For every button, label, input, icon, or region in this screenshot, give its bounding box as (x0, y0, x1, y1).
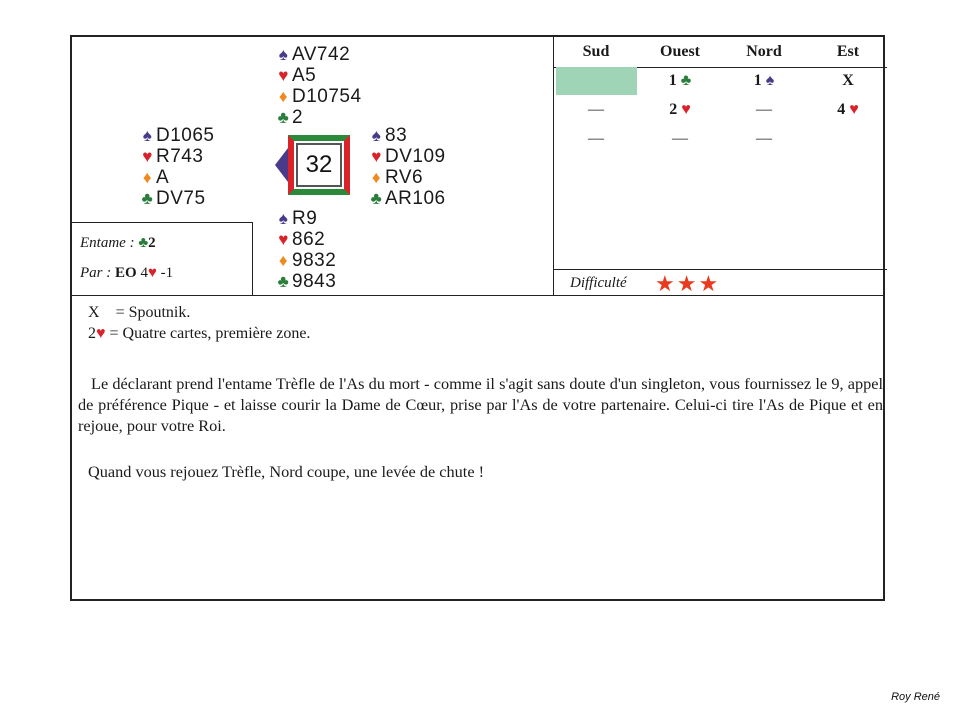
east-clubs: AR106 (385, 188, 446, 209)
bid-cell: 2 ♥ (669, 101, 691, 118)
east-spades: 83 (385, 125, 408, 146)
bidding-row (554, 127, 887, 153)
bidding-row (554, 69, 887, 95)
south-spades: R9 (292, 208, 318, 229)
spade-icon: ♠ (142, 126, 153, 145)
north-spades: AV742 (292, 44, 351, 65)
heart-icon: ♥ (96, 325, 106, 342)
deal-card (70, 35, 885, 601)
heart-icon: ♥ (371, 147, 382, 166)
spade-icon: ♠ (278, 209, 289, 228)
difficulty-stars: ★★★ (655, 271, 721, 296)
lead-par-box (72, 222, 253, 296)
diamond-icon: ♦ (278, 251, 289, 270)
west-diamonds: A (156, 167, 170, 188)
difficulty-row (554, 269, 887, 298)
author-footer: Roy René (891, 691, 940, 703)
conclusion-paragraph: Quand vous rejouez Trèfle, Nord coupe, une levée de chute ! (88, 462, 485, 481)
section-divider (72, 295, 883, 296)
par-side: EO (115, 265, 137, 281)
south-hearts: 862 (292, 229, 326, 250)
dealer-pointer-icon (275, 148, 288, 182)
diamond-icon: ♦ (142, 168, 153, 187)
heart-icon: ♥ (681, 101, 691, 118)
bid-cell: 1 ♣ (668, 72, 692, 89)
par-level: 4 (140, 265, 148, 281)
lead-line (80, 235, 156, 252)
lead-card: 2 (148, 235, 156, 251)
club-icon: ♣ (138, 235, 149, 251)
header-west: Ouest (660, 43, 700, 60)
spade-icon: ♠ (278, 45, 289, 64)
spade-icon: ♠ (765, 72, 775, 89)
bid-cell: 1 ♠ (753, 72, 775, 89)
heart-icon: ♥ (147, 265, 157, 281)
note-text: = Spoutnik. (115, 304, 191, 321)
header-north: Nord (746, 43, 782, 60)
heart-icon: ♥ (849, 101, 859, 118)
bidding-table (553, 37, 887, 296)
heart-icon: ♥ (278, 230, 289, 249)
east-diamonds: RV6 (385, 167, 424, 188)
note-key: 2 (88, 325, 96, 342)
header-east: Est (836, 43, 860, 60)
note-item (88, 302, 310, 323)
bidding-row (554, 98, 887, 124)
diamond-icon: ♦ (371, 168, 382, 187)
club-icon: ♣ (277, 108, 290, 127)
par-label: Par : (80, 265, 112, 281)
bid-notes (88, 302, 310, 344)
bid-cell: — (756, 130, 772, 147)
difficulty-label: Difficulté (570, 275, 627, 291)
club-icon: ♣ (680, 72, 692, 89)
south-diamonds: 9832 (292, 250, 337, 271)
heart-icon: ♥ (278, 66, 289, 85)
club-icon: ♣ (277, 272, 290, 291)
bid-cell: — (672, 130, 688, 147)
heart-icon: ♥ (142, 147, 153, 166)
par-line (80, 265, 173, 282)
west-spades: D1065 (156, 125, 215, 146)
club-icon: ♣ (370, 189, 383, 208)
hand-west (139, 125, 215, 209)
board-box (288, 135, 350, 195)
note-text: = Quatre cartes, première zone. (109, 325, 311, 342)
board-number: 32 (296, 143, 342, 187)
west-clubs: DV75 (156, 188, 206, 209)
lead-label: Entame : (80, 235, 135, 251)
spade-icon: ♠ (371, 126, 382, 145)
west-hearts: R743 (156, 146, 204, 167)
north-diamonds: D10754 (292, 86, 362, 107)
bidding-header (554, 37, 887, 68)
analysis-paragraph: Le déclarant prend l'entame Trèfle de l'As du mort - comme il s'agit sans doute d'un singleton, vous fournissez le 9, appel de préférence Pique - et laisse courir la Dame de Cœur, prise par l'As de votre partenaire. Celui-ci tire l'As de Pique et en rejoue, pour votre Roi. (78, 374, 883, 435)
east-hearts: DV109 (385, 146, 446, 167)
north-clubs: 2 (292, 107, 304, 128)
header-south: Sud (582, 43, 610, 60)
diamond-icon: ♦ (278, 87, 289, 106)
north-hearts: A5 (292, 65, 317, 86)
bid-cell: 4 ♥ (837, 101, 859, 118)
note-item (88, 323, 310, 344)
south-clubs: 9843 (292, 271, 337, 292)
club-icon: ♣ (141, 189, 154, 208)
note-key: X (88, 304, 100, 321)
hand-north (275, 44, 362, 128)
hand-east (368, 125, 446, 209)
bid-cell: — (588, 101, 604, 118)
par-result: -1 (160, 265, 174, 281)
bid-cell: — (588, 130, 604, 147)
hand-south (275, 208, 336, 292)
bid-cell: X (842, 72, 854, 89)
bid-cell: — (756, 101, 772, 118)
